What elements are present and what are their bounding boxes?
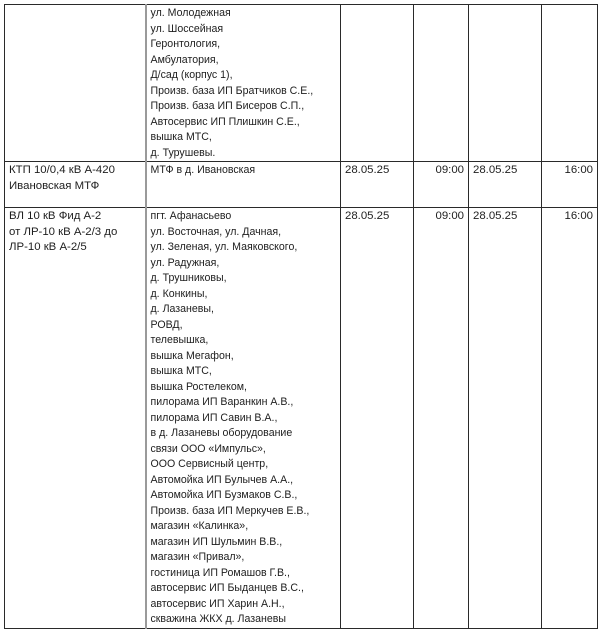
address-line: д. Конкины, (150, 287, 208, 300)
address-line: Автомойка ИП Бузмаков С.В., (150, 489, 298, 501)
end-date-cell (469, 5, 542, 162)
address-line: магазин «Привал», (150, 551, 245, 563)
table-body (5, 5, 598, 629)
address-line: Автосервис ИП Плишкин С.Е., (150, 115, 300, 128)
address-line: ул. Зеленая, ул. Маяковского, (150, 241, 298, 253)
address-line: ул. Радужная, (150, 256, 220, 269)
address-line: магазин «Калинка», (150, 520, 249, 532)
address-line: автосервис ИП Харин А.Н., (150, 597, 285, 610)
address-line: Автомойка ИП Булычев А.А., (150, 473, 294, 486)
address-line: телевышка, (150, 334, 209, 346)
end-date-cell: 28.05.25 (469, 208, 542, 629)
address-line: Д/сад (корпус 1), (150, 69, 233, 81)
address-line: МТФ в д. Ивановская (150, 164, 256, 176)
address-line: д. Турушевы. (150, 146, 216, 159)
addresses-cell (146, 5, 341, 162)
address-line: скважина ЖКХ д. Лазаневы (150, 613, 287, 625)
table-row (5, 208, 598, 629)
address-line: РОВД, (150, 318, 183, 331)
object-line: ЛР-10 кВ А-2/5 (9, 241, 87, 253)
start-time-cell: 09:00 (414, 208, 469, 629)
addresses-cell (146, 208, 341, 629)
address-line: вышка Мегафон, (150, 349, 234, 362)
start-date-cell: 28.05.25 (341, 208, 414, 629)
start-date-cell: 28.05.25 (341, 162, 414, 208)
address-line: Произв. база ИП Меркучев Е.В., (150, 504, 310, 517)
address-line: автосервис ИП Быданцев В.С., (150, 582, 304, 594)
object-cell (5, 208, 146, 629)
address-line: ул. Восточная, ул. Дачная, (150, 225, 282, 238)
end-time-cell (542, 5, 598, 162)
address-line: вышка Ростелеком, (150, 380, 247, 393)
address-line: Геронтология, (150, 38, 221, 50)
address-line: Произв. база ИП Братчиков С.Е., (150, 84, 314, 97)
address-line: пилорама ИП Варанкин А.В., (150, 396, 294, 408)
end-date-cell: 28.05.25 (469, 162, 542, 208)
address-line: вышка МТС, (150, 131, 212, 143)
end-time-cell: 16:00 (542, 162, 598, 208)
start-time-cell: 09:00 (414, 162, 469, 208)
addresses-cell (146, 162, 341, 208)
end-time-cell: 16:00 (542, 208, 598, 629)
start-date-cell (341, 5, 414, 162)
table-row (5, 5, 598, 162)
object-line: Ивановская МТФ (9, 179, 100, 192)
object-cell (5, 162, 146, 208)
object-line: от ЛР-10 кВ А-2/3 до (9, 225, 118, 238)
address-line: ООО Сервисный центр, (150, 458, 269, 470)
address-line: магазин ИП Шульмин В.В., (150, 535, 283, 548)
address-line: ул. Шоссейная (150, 22, 224, 35)
object-cell (5, 5, 146, 162)
address-line: в д. Лазаневы оборудование (150, 427, 293, 439)
address-line: пилорама ИП Савин В.А., (150, 411, 278, 424)
address-line: д. Лазаневы, (150, 303, 214, 315)
address-line: д. Трушниковы, (150, 272, 227, 284)
address-line: вышка МТС, (150, 365, 212, 377)
object-line: ВЛ 10 кВ Фид А-2 (9, 210, 102, 222)
address-line: Амбулатория, (150, 53, 219, 66)
start-time-cell (414, 5, 469, 162)
outage-schedule-table (4, 4, 598, 629)
address-line: гостиница ИП Ромашов Г.В., (150, 566, 290, 579)
address-line: Произв. база ИП Бисеров С.П., (150, 100, 305, 112)
table-row (5, 162, 598, 208)
object-line: КТП 10/0,4 кВ А-420 (9, 164, 115, 176)
address-line: пгт. Афанасьево (150, 210, 232, 222)
address-line: связи ООО «Импульс», (150, 442, 266, 455)
address-line: ул. Молодежная (150, 7, 231, 19)
